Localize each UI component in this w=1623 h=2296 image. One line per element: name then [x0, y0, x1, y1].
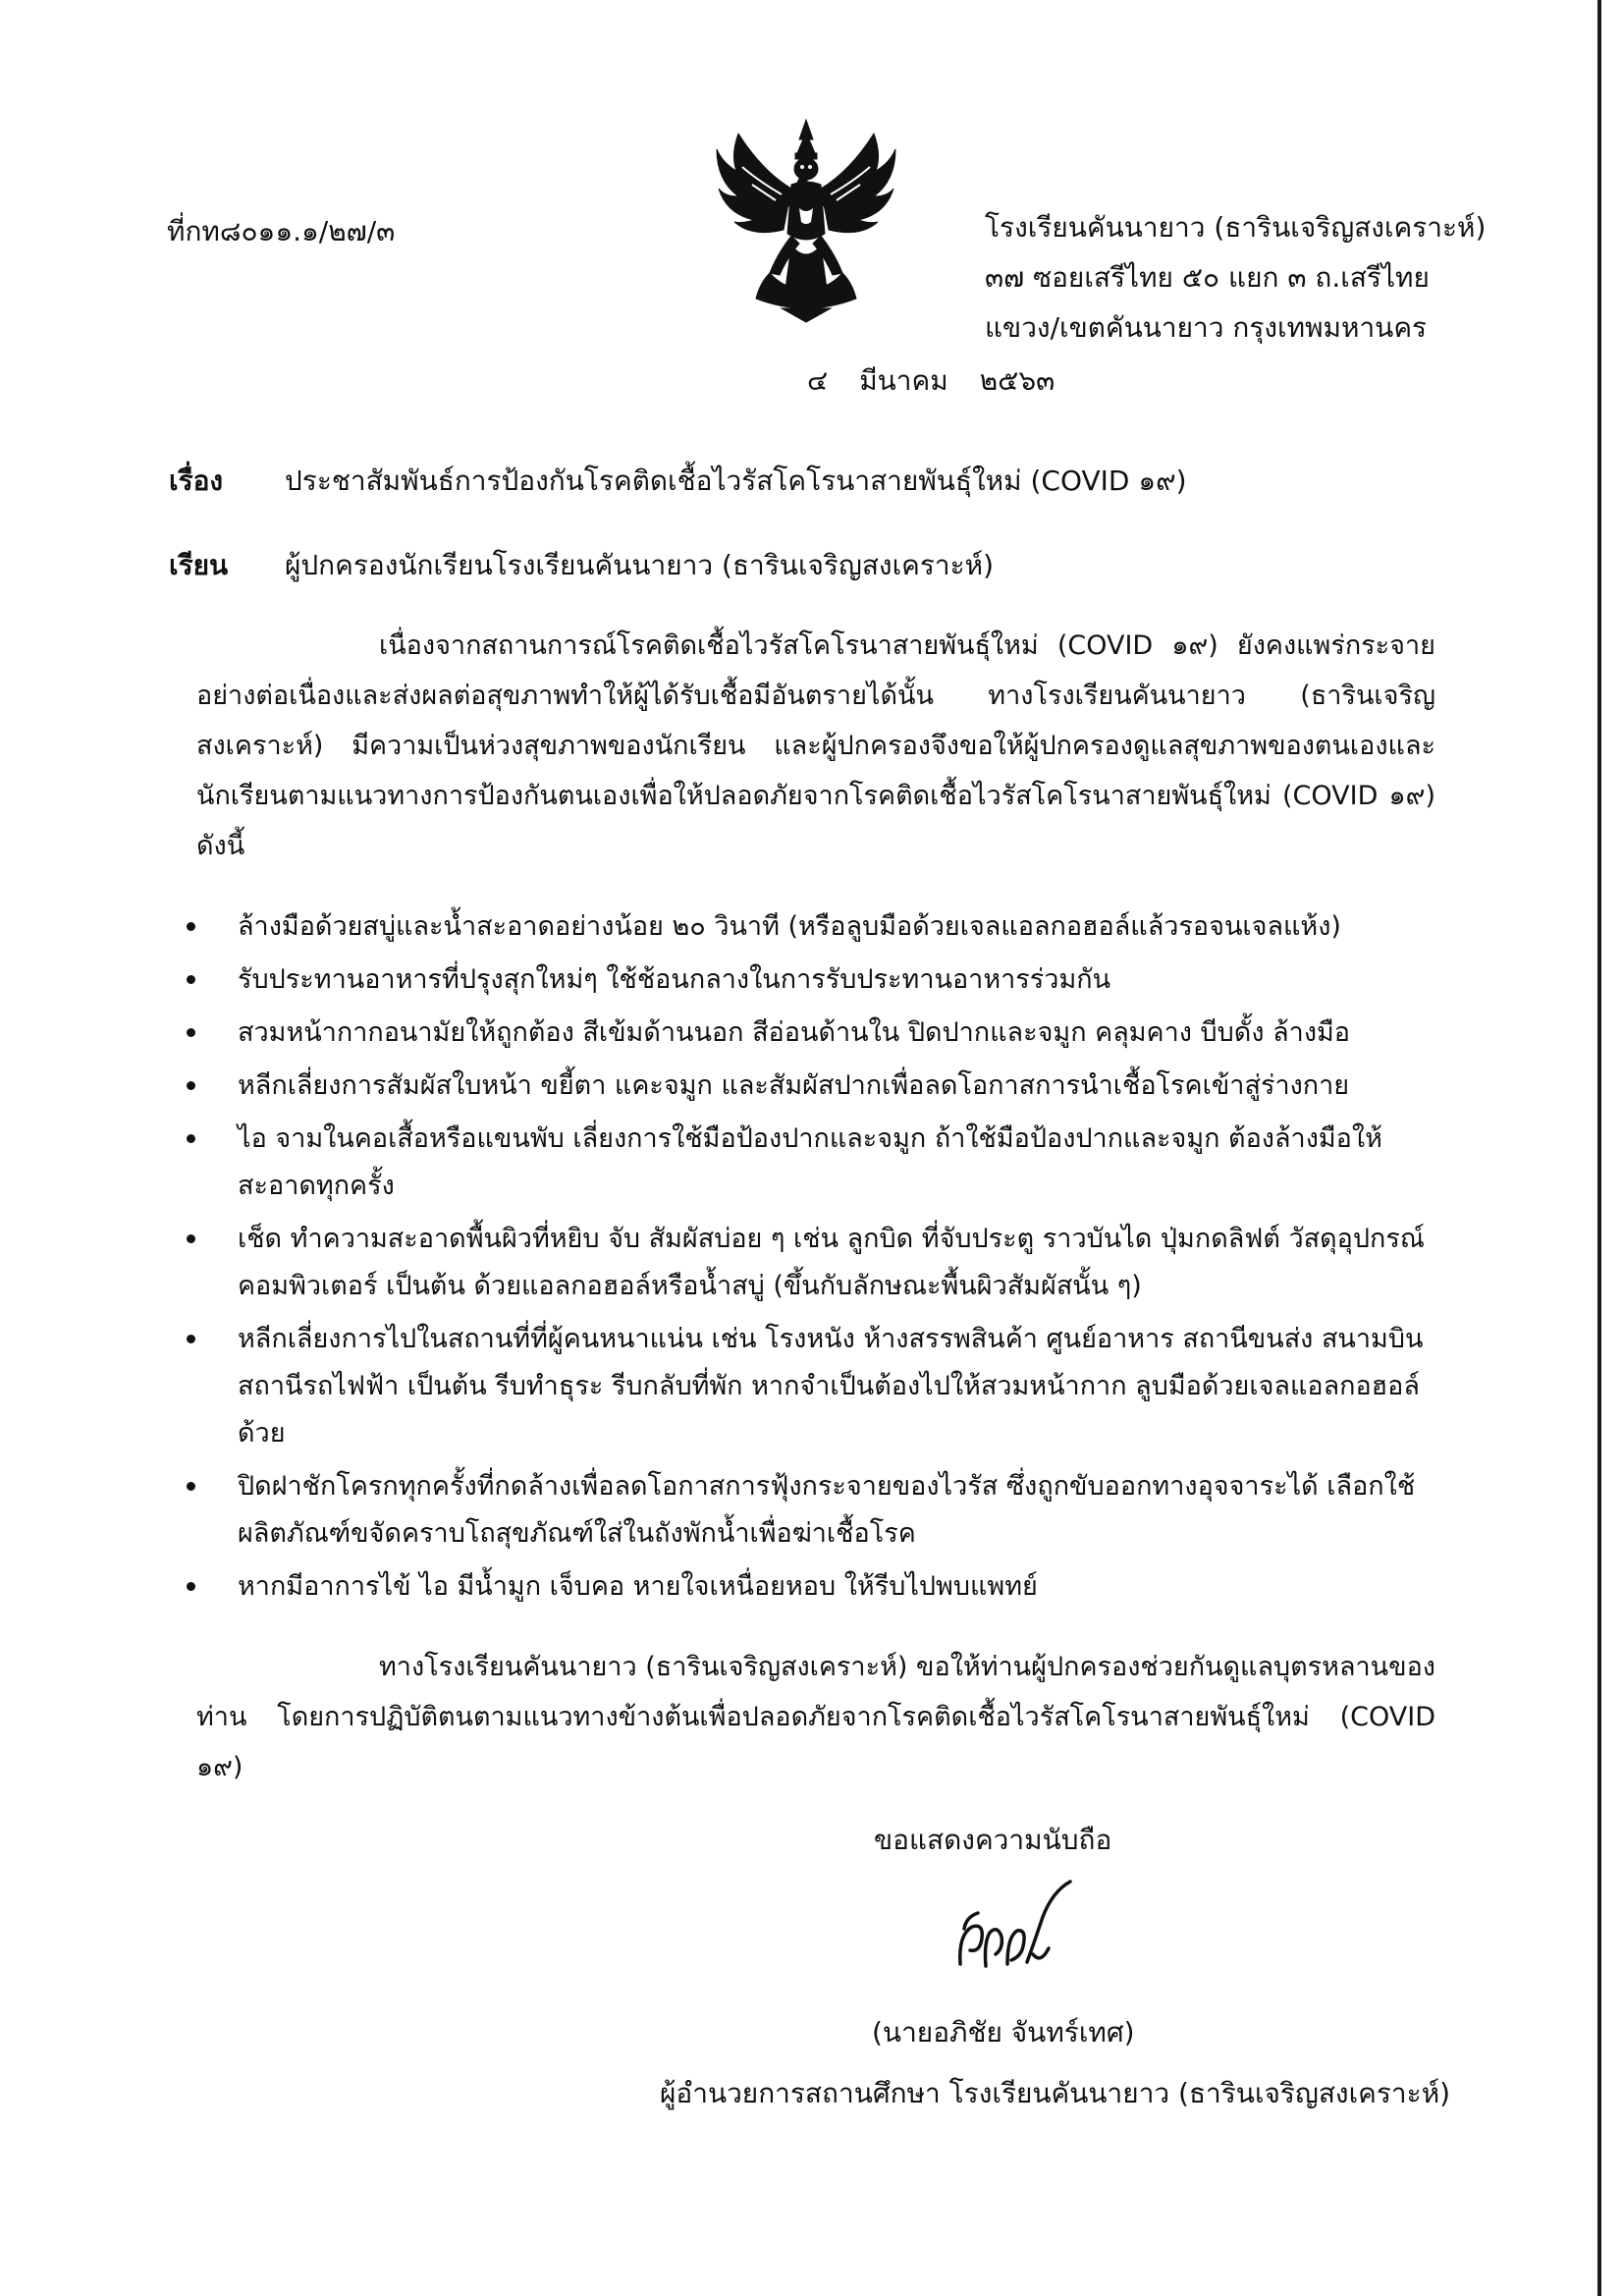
closing-paragraph: ทางโรงเรียนคันนายาว (ธารินเจริญสงเคราะห์) ขอให้ท่านผู้ปกครองช่วยกันดูแลบุตรหลานของท่าน โดยการปฏิบัติตนตามแนวทางข้างต้นเพื่อปลอดภัยจากโรคติดเชื้อไวรัสโคโรนาสายพันธุ์ใหม่ (COVID ๑๙) [196, 1652, 1435, 1782]
recipient-label: เรียน [169, 549, 229, 581]
signature-image [950, 1878, 1080, 1976]
bullet-icon [187, 975, 195, 984]
bullet-icon [187, 1335, 195, 1343]
bullet-icon [187, 922, 195, 931]
guideline-item [187, 1563, 1443, 1611]
date-year: ๒๕๖๓ [979, 364, 1055, 397]
document-number: ที่กท๘๐๑๑.๑/๒๗/๓ [167, 215, 396, 247]
guideline-item [187, 1063, 1443, 1110]
sign-off: ขอแสดงความนับถือ [874, 1824, 1112, 1856]
guideline-item [187, 1010, 1443, 1057]
guideline-item [187, 1463, 1443, 1558]
guideline-text: หลีกเลี่ยงการสัมผัสใบหน้า ขยี้ตา แคะจมูก และสัมผัสปากเพื่อลดโอกาสการนำเชื้อโรคเข้าสู่ร่างกาย [238, 1070, 1350, 1101]
scan-edge-line [1597, 0, 1601, 2296]
guideline-text: หลีกเลี่ยงการไปในสถานที่ที่ผู้คนหนาแน่น เช่น โรงหนัง ห้างสรรพสินค้า ศูนย์อาหาร สถานีขนส่ง สนามบิน สถานีรถไฟฟ้า เป็นต้น รีบทำธุระ รีบกลับที่พัก หากจำเป็นต้องไปให้สวมหน้ากาก ลูบมือด้วยเจลแอลกอฮอล์ด้วย [238, 1324, 1424, 1449]
letter-date [807, 359, 1055, 403]
subject-line [169, 460, 1187, 503]
bullet-icon [187, 1234, 195, 1243]
subject-label: เรื่อง [169, 465, 224, 497]
sender-address-line: โรงเรียนคันนายาว (ธารินเจริญสงเคราะห์) [985, 211, 1487, 244]
garuda-emblem-icon [713, 116, 899, 324]
subject-text: ประชาสัมพันธ์การป้องกันโรคติดเชื้อไวรัสโคโรนาสายพันธุ์ใหม่ (COVID ๑๙) [285, 465, 1187, 497]
guideline-text: เช็ด ทำความสะอาดพื้นผิวที่หยิบ จับ สัมผัสบ่อย ๆ เช่น ลูกบิด ที่จับประตู ราวบันได ปุ่มกดลิฟต์ วัสดุอุปกรณ์คอมพิวเตอร์ เป็นต้น ด้วยแอลกอฮอล์หรือน้ำสบู่ (ขึ้นกับลักษณะพื้นผิวสัมผัสนั้น ๆ) [238, 1224, 1425, 1301]
sender-address-line: แขวง/เขตคันนายาว กรุงเทพมหานคร [985, 311, 1428, 344]
signer-name: (นายอภิชัย จันทร์เทศ) [872, 2016, 1135, 2049]
sender-address-line: ๓๗ ซอยเสรีไทย ๕๐ แยก ๓ ถ.เสรีไทย [985, 261, 1430, 294]
bullet-icon [187, 1081, 195, 1090]
recipient-line [169, 544, 994, 587]
guideline-text: ไอ จามในคอเสื้อหรือแขนพับ เลี่ยงการใช้มือป้องปากและจมูก ถ้าใช้มือป้องปากและจมูก ต้องล้างมือให้สะอาดทุกครั้ง [238, 1123, 1382, 1201]
recipient-text: ผู้ปกครองนักเรียนโรงเรียนคันนายาว (ธารินเจริญสงเคราะห์) [285, 549, 995, 581]
guideline-item [187, 957, 1443, 1004]
bullet-icon [187, 1482, 195, 1491]
bullet-icon [187, 1134, 195, 1143]
guideline-text: รับประทานอาหารที่ปรุงสุกใหม่ๆ ใช้ช้อนกลางในการรับประทานอาหารร่วมกัน [238, 964, 1111, 995]
guideline-text: หากมีอาการไข้ ไอ มีน้ำมูก เจ็บคอ หายใจเหนื่อยหอบ ให้รีบไปพบแพทย์ [238, 1571, 1038, 1602]
guideline-list [187, 903, 1443, 1616]
guideline-text: ล้างมือด้วยสบู่และน้ำสะอาดอย่างน้อย ๒๐ วินาที (หรือลูบมือด้วยเจลแอลกอฮอล์แล้วรอจนเจลแห้ง) [238, 911, 1341, 942]
guideline-item [187, 1116, 1443, 1210]
guideline-text: ปิดฝาชักโครกทุกครั้งที่กดล้างเพื่อลดโอกาสการฟุ้งกระจายของไวรัส ซึ่งถูกขับออกทางอุจจาระได้ เลือกใช้ผลิตภัณฑ์ขจัดคราบโถสุขภัณฑ์ใส่ในถังพักน้ำเพื่อฆ่าเชื้อโรค [238, 1471, 1416, 1549]
date-day: ๔ [807, 364, 829, 397]
bullet-icon [187, 1582, 195, 1591]
bullet-icon [187, 1028, 195, 1037]
guideline-text: สวมหน้ากากอนามัยให้ถูกต้อง สีเข้มด้านนอก สีอ่อนด้านใน ปิดปากและจมูก คลุมคาง บีบดั้ง ล้างมือ [238, 1017, 1351, 1048]
signer-title: ผู้อำนวยการสถานศึกษา โรงเรียนคันนายาว (ธารินเจริญสงเคราะห์) [660, 2077, 1451, 2109]
sender-address [985, 202, 1486, 353]
intro-paragraph: เนื่องจากสถานการณ์โรคติดเชื้อไวรัสโคโรนาสายพันธุ์ใหม่ (COVID ๑๙) ยังคงแพร่กระจายอย่างต่อเนื่องและส่งผลต่อสุขภาพทำให้ผู้ได้รับเชื้อมีอันตรายได้นั้น ทางโรงเรียนคันนายาว (ธารินเจริญสงเคราะห์) มีความเป็นห่วงสุขภาพของนักเรียน และผู้ปกครองจึงขอให้ผู้ปกครองดูแลสุขภาพของตนเองและนักเรียนตามแนวทางการป้องกันตนเองเพื่อให้ปลอดภัยจากโรคติดเชื้อไวรัสโคโรนาสายพันธุ์ใหม่ (COVID ๑๙) ดังนี้ [196, 630, 1435, 861]
guideline-item [187, 1316, 1443, 1457]
date-month: มีนาคม [859, 364, 948, 397]
guideline-item [187, 903, 1443, 951]
guideline-item [187, 1216, 1443, 1310]
